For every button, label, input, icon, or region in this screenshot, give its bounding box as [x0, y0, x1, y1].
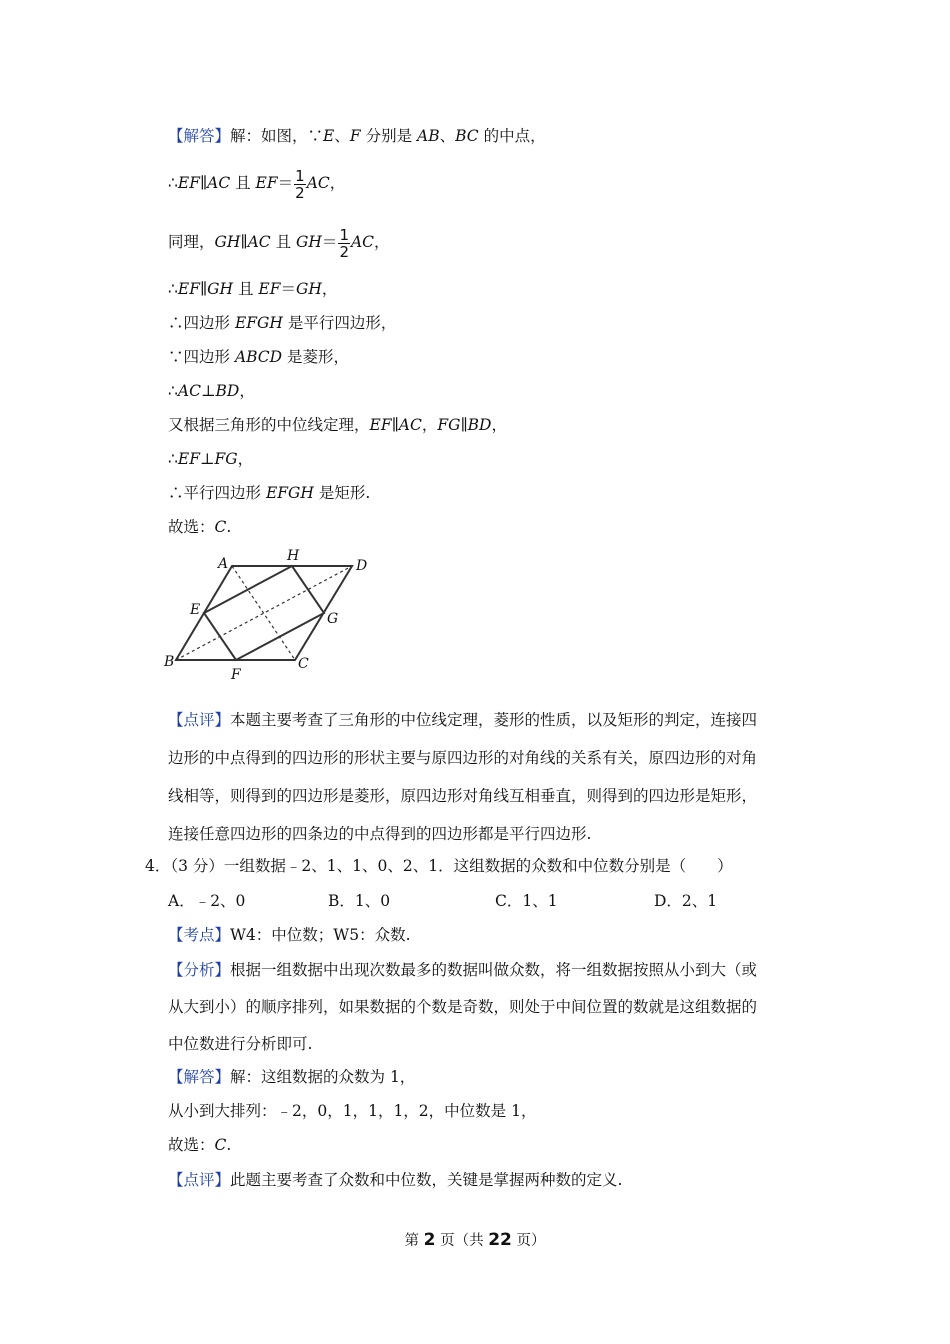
q3-answer-line-9: ∴EF⊥FG，	[168, 450, 254, 468]
label-h: H	[287, 548, 300, 564]
analysis-tag: 【分析】	[168, 961, 231, 979]
label-g: G	[327, 611, 339, 627]
q4-option-c: C．1、1	[495, 892, 558, 910]
label-e: E	[190, 602, 201, 618]
q3-comment-line-1: 【点评】本题主要考查了三角形的中位线定理，菱形的性质，以及矩形的判定，连接四	[168, 711, 758, 729]
q3-answer-line-6: ∵四边形 ABCD 是菱形，	[168, 348, 350, 366]
q4-stem: 4．（3 分）一组数据﹣2、1、1、0、2、1．这组数据的众数和中位数分别是（ ）	[145, 857, 733, 875]
q3-answer-line-1: 【解答】解：如图，∵E、F 分别是 AB、BC 的中点，	[168, 127, 546, 145]
q3-comment-line-4: 连接任意四边形的四条边的中点得到的四边形都是平行四边形.	[168, 825, 592, 843]
q4-analysis-line-1: 【分析】根据一组数据中出现次数最多的数据叫做众数，将一组数据按照从小到大（或	[168, 961, 758, 979]
q4-answer-line-1: 【解答】解：这组数据的众数为 1，	[168, 1068, 416, 1086]
q4-analysis-line-2: 从大到小）的顺序排列，如果数据的个数是奇数，则处于中间位置的数就是这组数据的	[168, 998, 758, 1016]
total-pages: 22	[488, 1230, 512, 1250]
q3-answer-line-11: 故选：C.	[168, 518, 232, 536]
comment-tag: 【点评】	[168, 1171, 231, 1189]
q4-answer-line-3: 故选：C.	[168, 1136, 232, 1154]
label-f: F	[231, 667, 241, 683]
q4-option-d: D．2、1	[654, 892, 718, 910]
q3-answer-line-4: ∴EF∥GH 且 EF＝GH，	[168, 280, 338, 298]
rhombus-figure	[160, 542, 380, 686]
q3-answer-line-7: ∴AC⊥BD，	[168, 382, 255, 400]
fraction-one-half: $\frac{1}{2}$	[339, 225, 349, 261]
q4-point-line: 【考点】W4：中位数；W5：众数.	[168, 926, 411, 944]
q3-answer-line-5: ∴四边形 EFGH 是平行四边形，	[168, 314, 397, 332]
answer-tag: 【解答】	[168, 127, 231, 145]
q4-answer-line-2: 从小到大排列：﹣2，0，1，1，1，2，中位数是 1，	[168, 1102, 537, 1120]
q3-answer-line-10: ∴平行四边形 EFGH 是矩形.	[168, 484, 371, 502]
page-footer: 第 2 页（共 22 页）	[404, 1230, 546, 1250]
point-tag: 【考点】	[168, 926, 231, 944]
fraction-one-half: $\frac{1}{2}$	[295, 166, 305, 202]
q3-comment-line-3: 线相等，则得到的四边形是菱形，原四边形对角线互相垂直，则得到的四边形是矩形，	[168, 787, 758, 805]
q3-answer-line-3: 同理，GH∥AC 且 GH＝ $\frac{1}{2}$ AC，	[168, 225, 390, 261]
label-d: D	[356, 558, 368, 574]
page-number: 2	[423, 1230, 436, 1250]
label-b: B	[164, 654, 175, 670]
answer-tag: 【解答】	[168, 1068, 231, 1086]
q3-comment-line-2: 边形的中点得到的四边形的形状主要与原四边形的对角线的关系有关，原四边形的对角	[168, 749, 758, 767]
q3-answer-line-8: 又根据三角形的中位线定理，EF∥AC，FG∥BD，	[168, 416, 507, 434]
q4-analysis-line-3: 中位数进行分析即可.	[168, 1035, 313, 1053]
q4-comment-line: 【点评】此题主要考查了众数和中位数，关键是掌握两种数的定义.	[168, 1171, 623, 1189]
q4-option-a: A．﹣2、0	[168, 892, 246, 910]
q4-option-b: B．1、0	[328, 892, 391, 910]
label-a: A	[218, 556, 229, 572]
comment-tag: 【点评】	[168, 711, 231, 729]
label-c: C	[298, 656, 309, 672]
q3-answer-line-2: ∴EF∥AC 且 EF＝ $\frac{1}{2}$ AC，	[168, 166, 346, 202]
